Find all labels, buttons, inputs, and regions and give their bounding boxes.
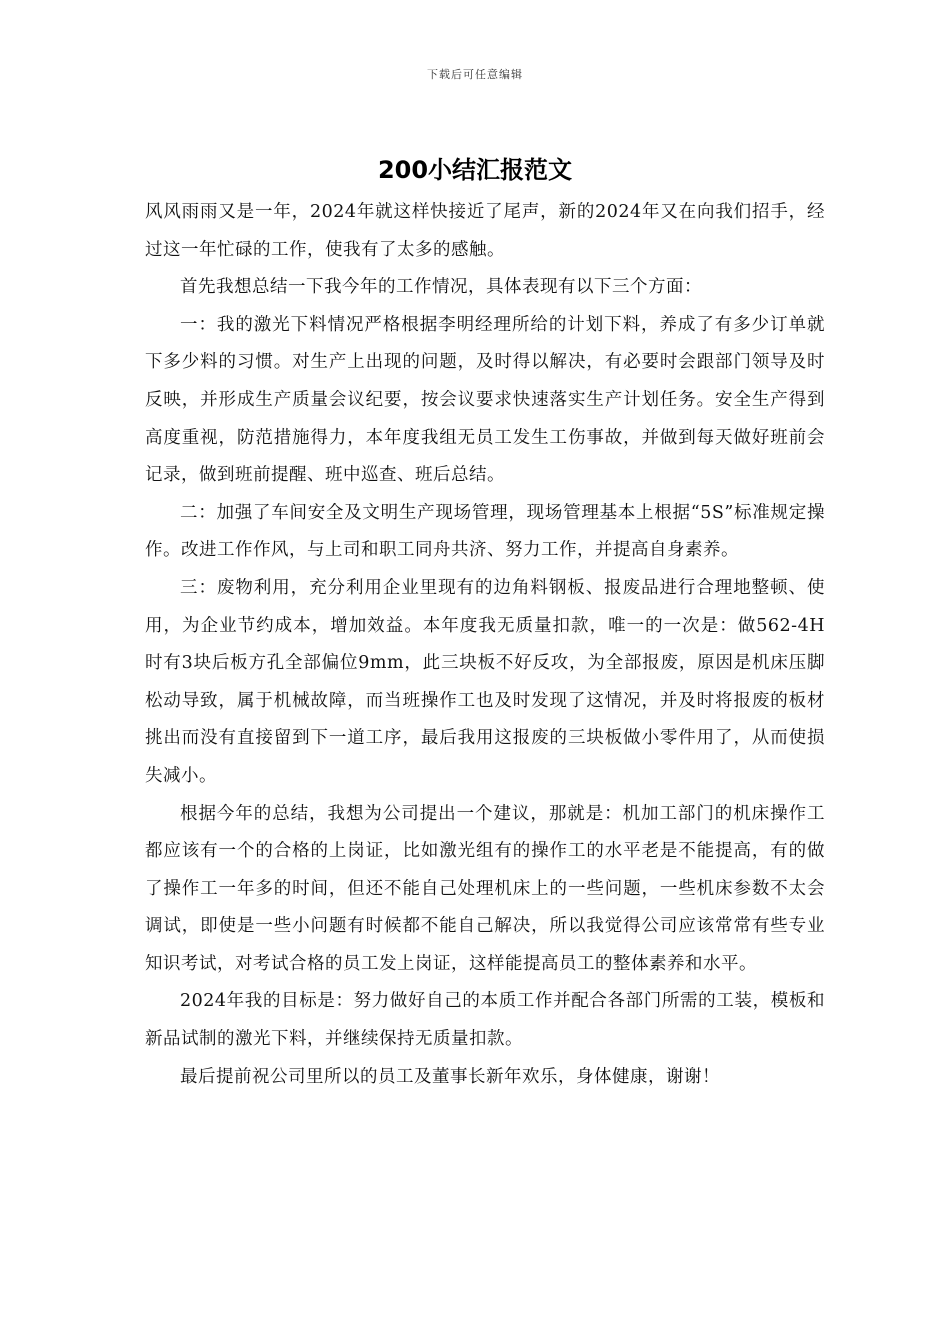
paragraph-point-three: 三：废物利用，充分利用企业里现有的边角料钢板、报废品进行合理地整顿、使用，为企业节约成本，增加效益。本年度我无质量扣款，唯一的一次是：做562-4H时有3块后板方孔全部偏位9mm，此三块板不好反攻，为全部报废，原因是机床压脚松动导致，属于机械故障，而当班操作工也及时发现了这情况，并及时将报废的板材挑出而没有直接留到下一道工序，最后我用这报废的三块板做小零件用了，从而使损失减小。 [145, 577, 825, 786]
paragraph-suggestion: 根据今年的总结，我想为公司提出一个建议，那就是：机加工部门的机床操作工都应该有一个的合格的上岗证，比如激光组有的操作工的水平老是不能提高，有的做了操作工一年多的时间，但还不能自己处理机床上的一些问题，一些机床参数不太会调试，即使是一些小问题有时候都不能自己解决，所以我觉得公司应该常常有些专业知识考试，对考试合格的员工发上岗证，这样能提高员工的整体素养和水平。 [145, 803, 825, 974]
paragraph-intro: 风风雨雨又是一年，2024年就这样快接近了尾声，新的2024年又在向我们招手，经过这一年忙碌的工作，使我有了太多的感触。 [145, 202, 825, 260]
paragraph-goals: 2024年我的目标是：努力做好自己的本质工作并配合各部门所需的工装，模板和新品试制的激光下料，并继续保持无质量扣款。 [145, 991, 825, 1050]
paragraph-closing: 最后提前祝公司里所以的员工及董事长新年欢乐，身体健康，谢谢！ [180, 1066, 720, 1087]
document-title: 200小结汇报范文 [377, 156, 573, 184]
paragraph-point-one: 一：我的激光下料情况严格根据李明经理所给的计划下料，养成了有多少订单就下多少料的习惯。对生产上出现的问题，及时得以解决，有必要时会跟部门领导及时反映，并形成生产质量会议纪要，按会议要求快速落实生产计划任务。安全生产得到高度重视，防范措施得力，本年度我组无员工发生工伤事故，并做到每天做好班前会记录，做到班前提醒、班中巡查、班后总结。 [145, 314, 825, 486]
header-note: 下载后可任意编辑 [427, 68, 523, 81]
document-body [145, 194, 825, 1096]
paragraph-point-two: 二：加强了车间安全及文明生产现场管理，现场管理基本上根据“5S”标准规定操作。改进工作作风，与上司和职工同舟共济、努力工作，并提高自身素养。 [145, 502, 825, 561]
paragraph-overview: 首先我想总结一下我今年的工作情况，具体表现有以下三个方面： [180, 277, 702, 298]
